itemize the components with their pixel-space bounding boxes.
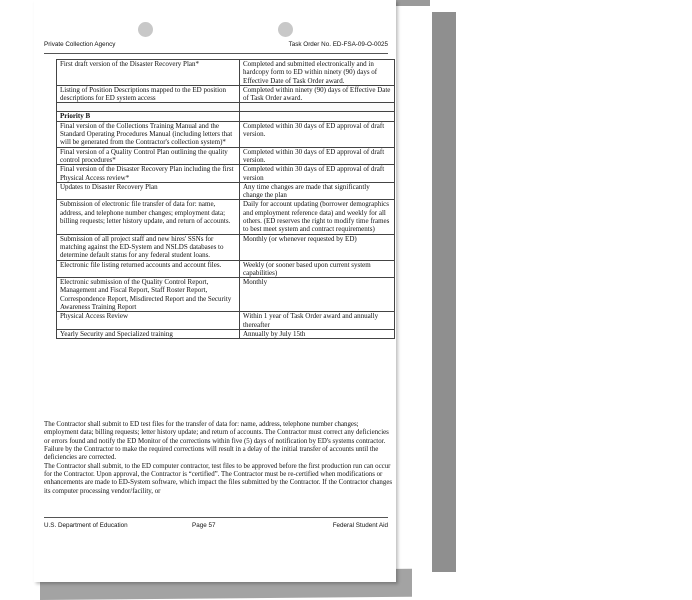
deliverable-cell: Listing of Position Descriptions mapped to the ED position descriptions for ED system access	[57, 85, 240, 103]
deliverable-cell: Updates to Disaster Recovery Plan	[57, 182, 240, 200]
body-paragraph: The Contractor shall submit to ED test files for the transfer of data for: name, address, telephone number changes; employment data; billing requests; letter history update; and return of accounts. The Contractor must correct any deficiencies or errors found and notify the ED Monitor of the corrections within five (5) days of notification by ED's systems contractor. Failure by the Contractor to make the required corrections will result in a delay of the initial transfer of accounts until the deficiencies are corrected.	[44, 421, 389, 462]
deliverable-cell: Electronic file listing returned accounts and account files.	[57, 260, 240, 278]
schedule-cell: Completed within ninety (90) days of Effective Date of Task Order award.	[240, 85, 395, 103]
deliverable-cell: Final version of a Quality Control Plan outlining the quality control procedures*	[57, 147, 240, 165]
table-row	[57, 329, 395, 338]
document-page	[34, 0, 396, 582]
footer-department: U.S. Department of Education	[44, 522, 128, 529]
deliverable-cell: First draft version of the Disaster Recovery Plan*	[57, 60, 240, 86]
schedule-cell: Daily for account updating (borrower demographics and employment reference data) and weekly for all others. (ED reserves the right to modify time frames to best meet system and contract requirements)	[240, 200, 395, 234]
body-text	[44, 421, 394, 496]
deliverable-cell: Final version of the Collections Training Manual and the Standard Operating Procedures Manual (including letters that will be generated from the Contractor's collection system)*	[57, 121, 240, 147]
header-task-order: Task Order No. ED-FSA-09-O-0025	[288, 41, 388, 48]
footer-rule	[44, 517, 388, 518]
deliverable-cell: Electronic submission of the Quality Control Report, Management and Fiscal Report, Staff Roster Report, Correspondence Report, Misdirected Report and the Security Awareness Training Report	[57, 278, 240, 312]
table-row	[57, 200, 395, 234]
footer-office: Federal Student Aid	[332, 522, 388, 529]
schedule-cell: Completed and submitted electronically and in hardcopy form to ED within ninety (90) days of Effective Date of Task Order award.	[240, 60, 395, 86]
header-rule	[44, 53, 388, 54]
scan-edge-right	[432, 12, 456, 572]
deliverable-cell: Physical Access Review	[57, 312, 240, 330]
priority-heading: Priority B	[57, 112, 240, 121]
table-row	[57, 85, 395, 103]
deliverables-table	[56, 59, 395, 339]
table-row	[57, 234, 395, 260]
table-row-heading	[57, 112, 395, 121]
schedule-cell: Weekly (or sooner based upon current system capabilities)	[240, 260, 395, 278]
punch-hole-left	[138, 22, 153, 37]
table-row	[57, 278, 395, 312]
schedule-cell: Completed within 30 days of ED approval of draft version.	[240, 147, 395, 165]
schedule-cell: Completed within 30 days of ED approval of draft version	[240, 165, 395, 183]
deliverable-cell: Final version of the Disaster Recovery Plan including the first Physical Access review*	[57, 165, 240, 183]
table-row	[57, 182, 395, 200]
schedule-cell: Completed within 30 days of ED approval of draft version.	[240, 121, 395, 147]
punch-hole-right	[278, 22, 293, 37]
schedule-cell: Monthly (or whenever requested by ED)	[240, 234, 395, 260]
schedule-cell: Any time changes are made that significantly change the plan	[240, 182, 395, 200]
header-agency: Private Collection Agency	[44, 41, 116, 48]
deliverable-cell	[57, 103, 240, 112]
schedule-cell: Within 1 year of Task Order award and annually thereafter	[240, 312, 395, 330]
deliverable-cell: Submission of all project staff and new hires' SSNs for matching against the ED-System and NSLDS databases to determine default status for any federal student loans.	[57, 234, 240, 260]
schedule-cell: Annually by July 15th	[240, 329, 395, 338]
table-row	[57, 312, 395, 330]
schedule-cell	[240, 103, 395, 112]
table-row	[57, 121, 395, 147]
schedule-cell	[240, 112, 395, 121]
page-number: Page 57	[192, 522, 216, 529]
table-row	[57, 165, 395, 183]
schedule-cell: Monthly	[240, 278, 395, 312]
table-row	[57, 147, 395, 165]
body-paragraph: The Contractor shall submit, to the ED computer contractor, test files to be approved before the first production run can occur for the Contractor. Upon approval, the Contractor is “certified”. The Contractor must be re-certified when modifications or enhancements are made to ED-System software, which impact the files submitted by the Contractor. If the Contractor changes its computer processing vendor/facility, or	[44, 462, 393, 495]
table-row	[57, 60, 395, 86]
deliverable-cell: Yearly Security and Specialized training	[57, 329, 240, 338]
table-row	[57, 260, 395, 278]
table-row-blank	[57, 103, 395, 112]
deliverable-cell: Submission of electronic file transfer of data for: name, address, and telephone number changes; employment data; billing requests; letter history update, and return of accounts.	[57, 200, 240, 234]
